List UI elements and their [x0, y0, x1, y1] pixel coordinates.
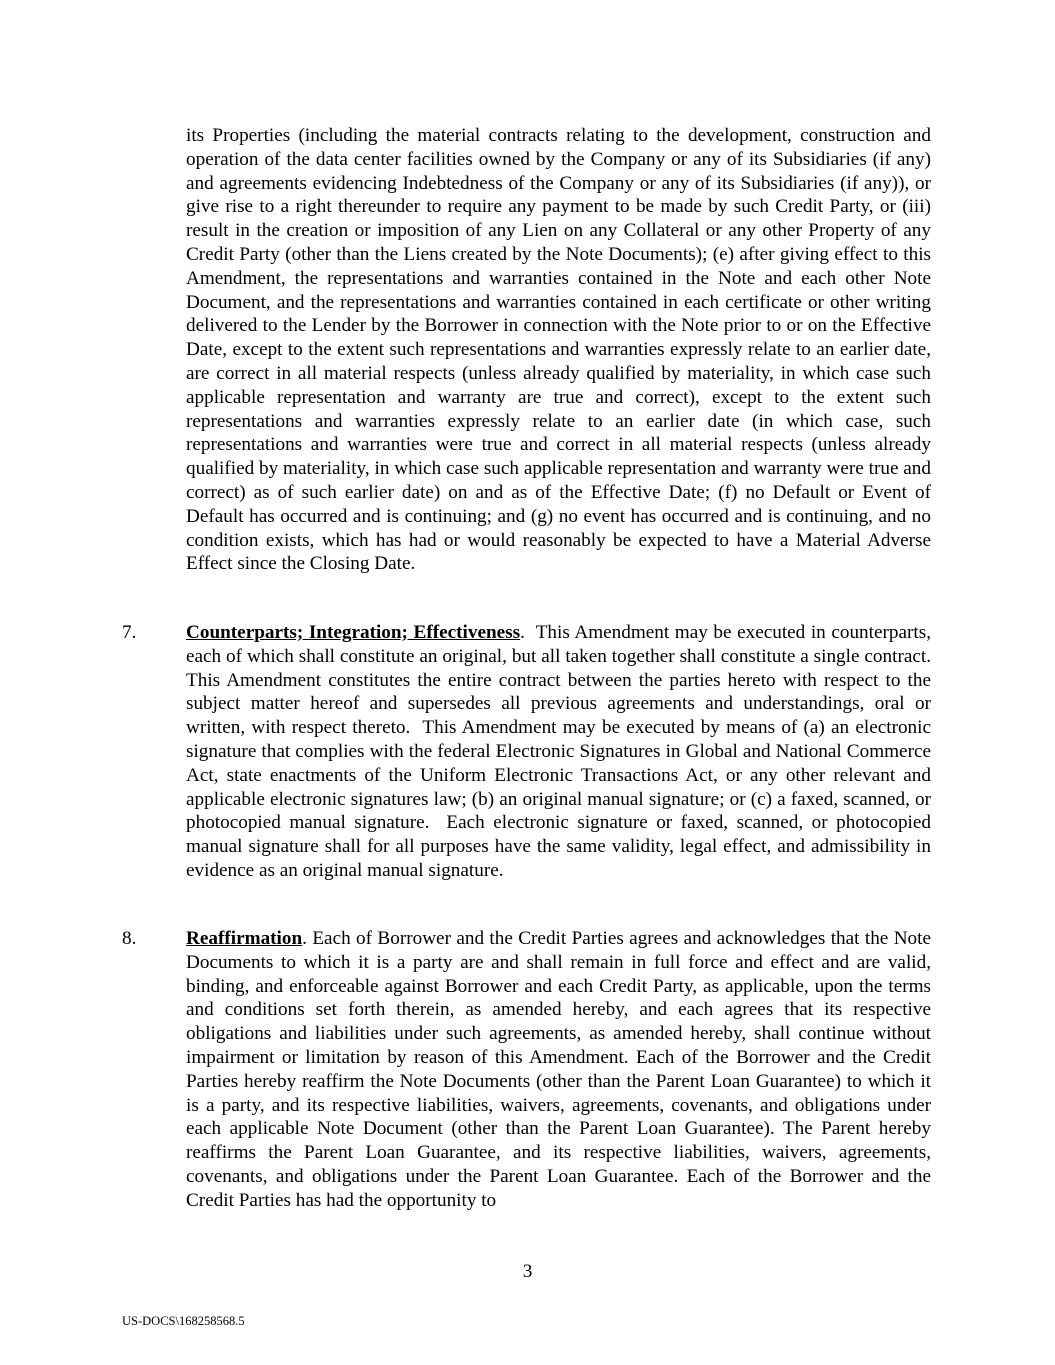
heading-period: .: [302, 928, 307, 949]
page-number: 3: [522, 1261, 533, 1282]
continuation-paragraph: its Properties (including the material contracts relating to the development, construction and operation of the data center facilities owned by the Company or any of its Subsidiaries (if any) and agreements evidencing Indebtedness of the Company or any of its Subsidiaries (if any)), or give rise to a right thereunder to require any payment to be made by such Credit Party, or (iii) result in the creation or imposition of any Lien on any Collateral or any other Property of any Credit Party (other than the Liens created by the Note Documents); (e) after giving effect to this Amendment, the representations and warranties contained in the Note and each other Note Document, and the representations and warranties contained in each certificate or other writing delivered to the Lender by the Borrower in connection with the Note prior to or on the Effective Date, except to the extent such representations and warranties expressly relate to an earlier date, are correct in all material respects (unless already qualified by materiality, in which case such applicable representation and warranty are true and correct), except to the extent such representations and warranties expressly relate to an earlier date (in which case, such representations and warranties were true and correct in all material respects (unless already qualified by materiality, in which case such applicable representation and warranty were true and correct) as of such earlier date) on and as of the Effective Date; (f) no Default or Event of Default has occurred and is continuing; and (g) no event has occurred and is continuing, and no condition exists, which has had or would reasonably be expected to have a Material Adverse Effect since the Closing Date.: [186, 125, 931, 575]
section-8-reaffirmation: [122, 927, 931, 1213]
section-heading: Reaffirmation: [186, 928, 303, 949]
footer-document-id: US-DOCS\168258568.5: [122, 1314, 245, 1328]
section-number: 7.: [122, 622, 137, 643]
section-content: [186, 927, 931, 1213]
section-body: Each of Borrower and the Credit Parties agrees and acknowledges that the Note Documents to which it is a party are and shall remain in full force and effect and are valid, binding, and enforceable against Borrower and each Credit Party, as applicable, upon the terms and conditions set forth therein, as amended hereby, and each agrees that its respective obligations and liabilities under such agreements, as amended hereby, shall continue without impairment or limitation by reason of this Amendment. Each of the Borrower and the Credit Parties hereby reaffirm the Note Documents (other than the Parent Loan Guarantee) to which it is a party, and its respective liabilities, waivers, agreements, covenants, and obligations under each applicable Note Document (other than the Parent Loan Guarantee). The Parent hereby reaffirms the Parent Loan Guarantee, and its respective liabilities, waivers, agreements, covenants, and obligations under the Parent Loan Guarantee. Each of the Borrower and the Credit Parties has had the opportunity to: [186, 928, 931, 1211]
section-7-counterparts: [122, 621, 931, 883]
section-body: This Amendment may be executed in counterparts, each of which shall constitute an original, but all taken together shall constitute a single contract. This Amendment constitutes the entire contract between the parties hereto with respect to the subject matter hereof and supersedes all previous agreements and understandings, oral or written, with respect thereto. This Amendment may be executed by means of (a) an electronic signature that complies with the federal Electronic Signatures in Global and National Commerce Act, state enactments of the Uniform Electronic Transactions Act, or any other relevant and applicable electronic signatures law; (b) an original manual signature; or (c) a faxed, scanned, or photocopied manual signature. Each electronic signature or faxed, scanned, or photocopied manual signature shall for all purposes have the same validity, legal effect, and admissibility in evidence as an original manual signature.: [186, 622, 931, 881]
section-content: [186, 621, 931, 883]
section-heading: Counterparts; Integration; Effectiveness: [186, 622, 521, 643]
section-number: 8.: [122, 928, 137, 949]
heading-period: .: [520, 622, 525, 643]
